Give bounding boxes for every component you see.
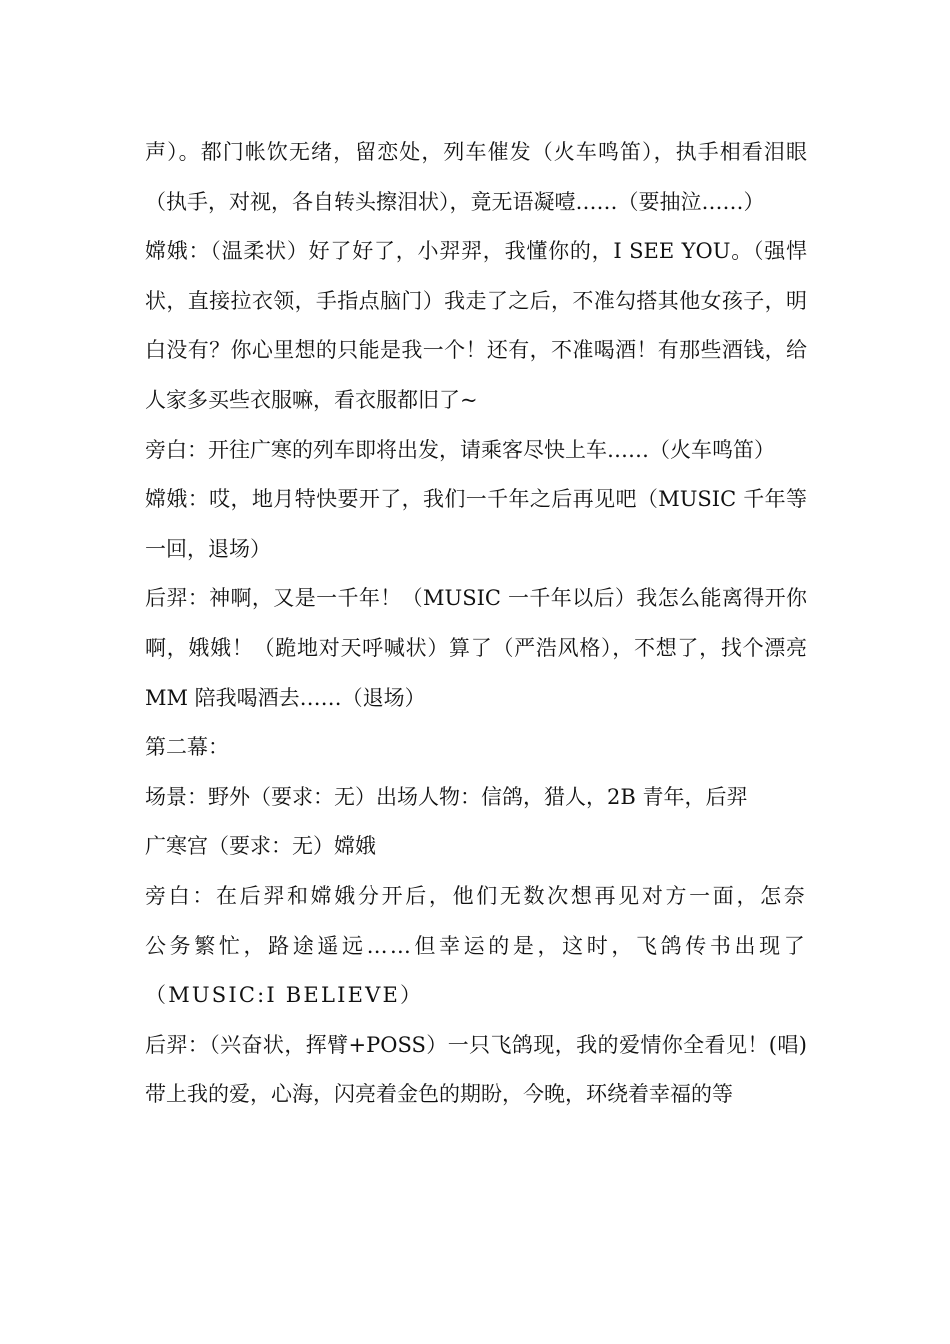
paragraph-narration-pigeon: 旁白：在后羿和嫦娥分开后，他们无数次想再见对方一面，怎奈公务繁忙，路途遥远……但幸运的是，这时，飞鸽传书出现了（MUSIC:I BELIEVE） xyxy=(145,883,807,1008)
paragraph-change-e-line: 嫦娥：（温柔状）好了好了，小羿羿，我懂你的，I SEE YOU。（强悍状，直接拉衣领，手指点脑门）我走了之后，不准勾搭其他女孩子，明白没有？你心里想的只能是我一个！还有，不准喝酒！有那些酒钱，给人家多买些衣服嘛，看衣服都旧了~ xyxy=(145,239,807,412)
paragraph-change-e-exit: 嫦娥：哎，地月特快要开了，我们一千年之后再见吧（MUSIC 千年等一回，退场） xyxy=(145,487,807,561)
paragraph-scene-outdoor: 场景：野外（要求：无）出场人物：信鸽，猎人，2B 青年，后羿 xyxy=(145,784,748,809)
paragraph-scene-palace: 广寒宫（要求：无）嫦娥 xyxy=(145,834,376,859)
paragraph-hou-yi-song: 后羿：（兴奋状，挥臂+POSS）一只飞鸽现，我的爱情你全看见！(唱)带上我的爱，心海，闪亮着金色的期盼，今晚，环绕着幸福的等 xyxy=(145,1032,807,1107)
paragraph-stage-farewell: 声）。都门帐饮无绪，留恋处，列车催发（火车鸣笛），执手相看泪眼（执手，对视，各自转头擦泪状），竟无语凝噎……（要抽泣……） xyxy=(145,140,807,214)
document-body xyxy=(145,128,807,1120)
act-two-heading: 第二幕： xyxy=(145,735,229,760)
paragraph-hou-yi-line: 后羿：神啊，又是一千年！（MUSIC 一千年以后）我怎么能离得开你啊，娥娥！（跪地对天呼喊状）算了（严浩风格），不想了，找个漂亮 MM 陪我喝酒去……（退场） xyxy=(145,586,807,710)
paragraph-narration-train: 旁白：开往广寒的列车即将出发，请乘客尽快上车……（火车鸣笛） xyxy=(145,437,775,462)
